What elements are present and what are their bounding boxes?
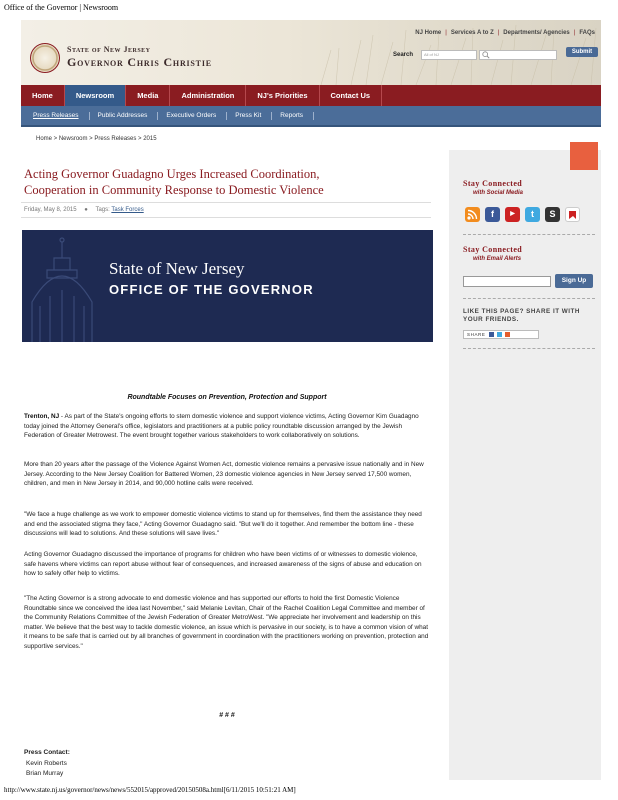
utility-link-faqs[interactable]: FAQs xyxy=(579,30,595,36)
more-share-icon xyxy=(505,332,510,337)
divider xyxy=(463,298,595,299)
stay-connected-social-title: Stay Connected xyxy=(463,179,523,188)
subnav-press-kit[interactable]: Press Kit xyxy=(235,112,272,120)
banner-state-name: State of New Jersey xyxy=(109,259,245,278)
page xyxy=(21,20,601,780)
youtube-icon[interactable]: ▶ xyxy=(505,207,520,222)
search-submit-button[interactable]: Submit xyxy=(566,47,598,57)
article-subheadline: Roundtable Focuses on Prevention, Protection and Support xyxy=(127,394,327,401)
subnav-executive-orders[interactable]: Executive Orders xyxy=(166,112,227,120)
social-media-subtitle: with Social Media xyxy=(473,190,524,196)
article-headline xyxy=(24,166,424,198)
office-banner-image xyxy=(22,230,433,342)
scribd-icon[interactable]: S xyxy=(545,207,560,222)
paragraph-1-text: - As part of the State's ongoing efforts to stem domestic violence and support violence victims, Acting Governor Kim Guadagno today joined the Attorney General's office, legislators and practitioners at a public policy roundtable discussion arranged by the Jewish Federation of Greater Metrowest. The event brought together various stakeholders to work collaboratively on solutions. xyxy=(24,413,419,439)
press-contact-label: Press Contact: xyxy=(24,749,70,756)
twitter-icon xyxy=(497,332,502,337)
tags-label: Tags: xyxy=(95,207,110,213)
utility-separator: | xyxy=(445,30,447,36)
utility-link-departments[interactable]: Departments/ Agencies xyxy=(503,30,570,36)
email-alerts-subtitle: with Email Alerts xyxy=(473,256,522,262)
rss-icon[interactable] xyxy=(465,207,480,222)
nav-media[interactable]: Media xyxy=(126,85,170,106)
search-input[interactable] xyxy=(479,50,557,60)
social-icons xyxy=(465,207,580,222)
nav-administration[interactable]: Administration xyxy=(170,85,246,106)
flickr-icon[interactable] xyxy=(565,207,580,222)
headline-line-2: Cooperation in Community Response to Domestic Violence xyxy=(24,183,324,197)
state-name[interactable]: State of New Jersey xyxy=(67,45,151,54)
state-seal-logo[interactable] xyxy=(30,43,60,73)
breadcrumb[interactable]: Home > Newsroom > Press Releases > 2015 xyxy=(36,136,157,142)
sidebar xyxy=(449,150,601,780)
bullet-separator: ● xyxy=(84,207,88,213)
utility-separator: | xyxy=(573,30,576,36)
print-page-title: Office of the Governor | Newsroom xyxy=(4,3,119,12)
search-scope-select[interactable]: All of NJ xyxy=(421,50,477,60)
nav-newsroom[interactable]: Newsroom xyxy=(65,85,126,106)
share-button[interactable] xyxy=(463,330,539,339)
press-contact-name: Kevin Roberts xyxy=(26,760,67,767)
search-label: Search xyxy=(393,52,414,58)
facebook-icon[interactable]: f xyxy=(485,207,500,222)
main-nav xyxy=(21,85,601,106)
print-page-footer: http://www.state.nj.us/governor/news/news/552015/approved/20150508a.html[6/11/2015 10:51:21 AM] xyxy=(4,786,296,794)
press-contact-name: Brian Murray xyxy=(26,770,64,777)
stay-connected-alerts-title: Stay Connected xyxy=(463,245,523,254)
nav-home[interactable]: Home xyxy=(21,85,65,106)
subnav-reports[interactable]: Reports xyxy=(280,112,314,120)
share-prompt: LIKE THIS PAGE? SHARE IT WITH YOUR FRIENDS. xyxy=(463,308,580,323)
email-alert-input[interactable] xyxy=(463,276,551,287)
facebook-icon xyxy=(489,332,494,337)
sign-up-button[interactable]: Sign Up xyxy=(555,274,593,288)
paragraph-5: "The Acting Governor is a strong advocate to end domestic violence and has supported our efforts to hold the first Domestic Violence Roundtable since we conceived the idea last November," said Melanie Levitan, Chair of the Rachel Coalition Legal Committee and member of the Community Relations Committee of the Jewish Federation of Greater MetroWest. "We appreciate her involvement and leadership on this matter. We believe that the best way to tackle domestic violence, an issue which is pervasive in our society, is to have a common vision of what it means to be safe that is carried out by all branches of government in coordination with the practitioners working on prevention, protection and supportive services." xyxy=(24,595,429,650)
utility-separator: | xyxy=(497,30,500,36)
utility-nav xyxy=(415,30,595,36)
subnav-press-releases[interactable]: Press Releases xyxy=(33,112,90,120)
twitter-icon[interactable]: t xyxy=(525,207,540,222)
site-header xyxy=(21,20,601,85)
tag-link[interactable]: Task Forces xyxy=(111,207,144,213)
utility-link-nj-home[interactable]: NJ Home xyxy=(415,30,442,36)
banner-office-name: OFFICE OF THE GOVERNOR xyxy=(109,282,314,297)
feedback-tab[interactable] xyxy=(570,142,598,170)
end-mark: # # # xyxy=(219,712,235,719)
headline-line-1: Acting Governor Guadagno Urges Increased Coordination, xyxy=(24,167,320,181)
divider xyxy=(463,348,595,349)
subnav-public-addresses[interactable]: Public Addresses xyxy=(98,112,159,120)
paragraph-1 xyxy=(24,412,429,441)
utility-link-services[interactable]: Services A to Z xyxy=(450,30,494,36)
share-label: SHARE xyxy=(467,332,486,337)
paragraph-2: More than 20 years after the passage of the Violence Against Women Act, domestic violence remains a pervasive issue nationally and in New Jersey. According to the New Jersey Coalition for Battered Women, 23 domestic violence agencies in New Jersey served 17,500 women, children, and men in New Jersey in 2014, and 90,000 hotline calls were received. xyxy=(24,461,424,487)
divider xyxy=(21,217,431,218)
divider xyxy=(21,202,431,203)
article-meta xyxy=(24,207,144,213)
paragraph-3: "We face a huge challenge as we work to empower domestic violence victims to stand up for themselves, find them the assistance they need and end the associated stigma they face," Acting Governor Guadagno said. "But we'll do it together. And remember the bottom line - these discussions will lead to solutions. And these solutions will save lives." xyxy=(24,511,422,537)
divider xyxy=(463,234,595,235)
nav-nj-priorities[interactable]: NJ's Priorities xyxy=(246,85,319,106)
sub-nav xyxy=(21,106,601,127)
dateline: Trenton, NJ xyxy=(24,413,60,420)
capitol-dome-icon xyxy=(22,230,112,342)
search-icon xyxy=(482,51,490,59)
nav-contact-us[interactable]: Contact Us xyxy=(320,85,383,106)
paragraph-4: Acting Governor Guadagno discussed the importance of programs for children who have been victims of or witnesses to domestic violence, safe havens where victims can report abuse without fear of consequences, and increased awareness of the signs of abuse and education on how to safely offer help to victims. xyxy=(24,551,422,577)
governor-name[interactable]: Governor Chris Christie xyxy=(67,55,212,69)
article-date: Friday, May 8, 2015 xyxy=(24,207,77,213)
